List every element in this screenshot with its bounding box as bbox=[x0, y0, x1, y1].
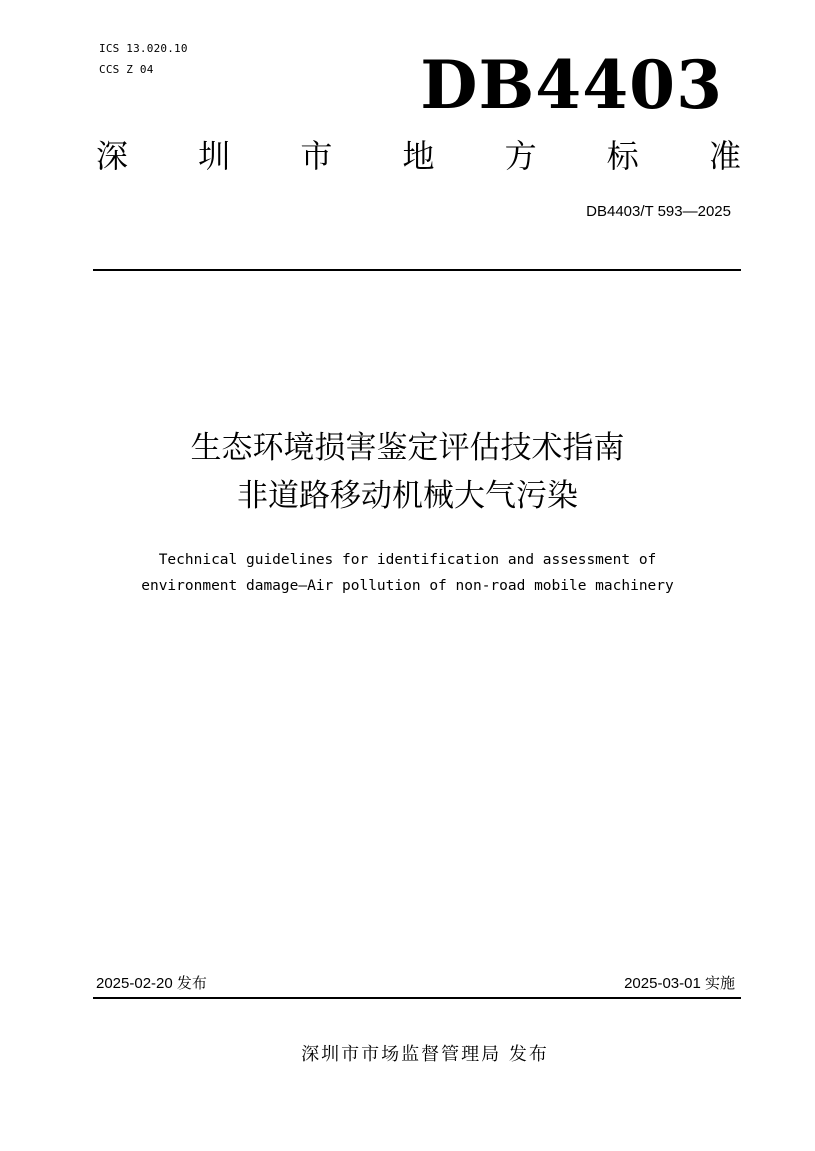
standard-number: DB4403/T 593—2025 bbox=[586, 203, 731, 220]
standard-type-char: 市 bbox=[300, 137, 333, 175]
standard-type-char: 方 bbox=[504, 137, 537, 175]
top-divider bbox=[93, 269, 741, 271]
ics-code: ICS 13.020.10 bbox=[99, 42, 188, 55]
ccs-code: CCS Z 04 bbox=[99, 63, 154, 76]
ics-ccs-codes bbox=[99, 38, 188, 80]
standard-type-char: 圳 bbox=[198, 137, 231, 175]
publisher: 深圳市市场监督管理局 发布 bbox=[301, 1044, 549, 1065]
standard-type-char: 标 bbox=[606, 137, 639, 175]
title-en-line2: environment damage—Air pollution of non-road mobile machinery bbox=[141, 578, 674, 594]
title-zh-line1: 生态环境损害鉴定评估技术指南 bbox=[190, 430, 625, 466]
standard-type-char: 深 bbox=[96, 137, 129, 175]
bottom-divider bbox=[93, 997, 741, 999]
standard-logo: DB4403 bbox=[420, 46, 723, 124]
standard-type-char: 地 bbox=[402, 137, 435, 175]
standard-type bbox=[96, 133, 741, 179]
title-en-line1: Technical guidelines for identification and assessment of bbox=[158, 552, 657, 568]
issue-date: 2025-02-20 发布 bbox=[96, 975, 207, 992]
implementation-date: 2025-03-01 实施 bbox=[624, 975, 735, 992]
standard-type-char: 准 bbox=[708, 137, 741, 175]
title-zh-line2: 非道路移动机械大气污染 bbox=[237, 478, 578, 514]
